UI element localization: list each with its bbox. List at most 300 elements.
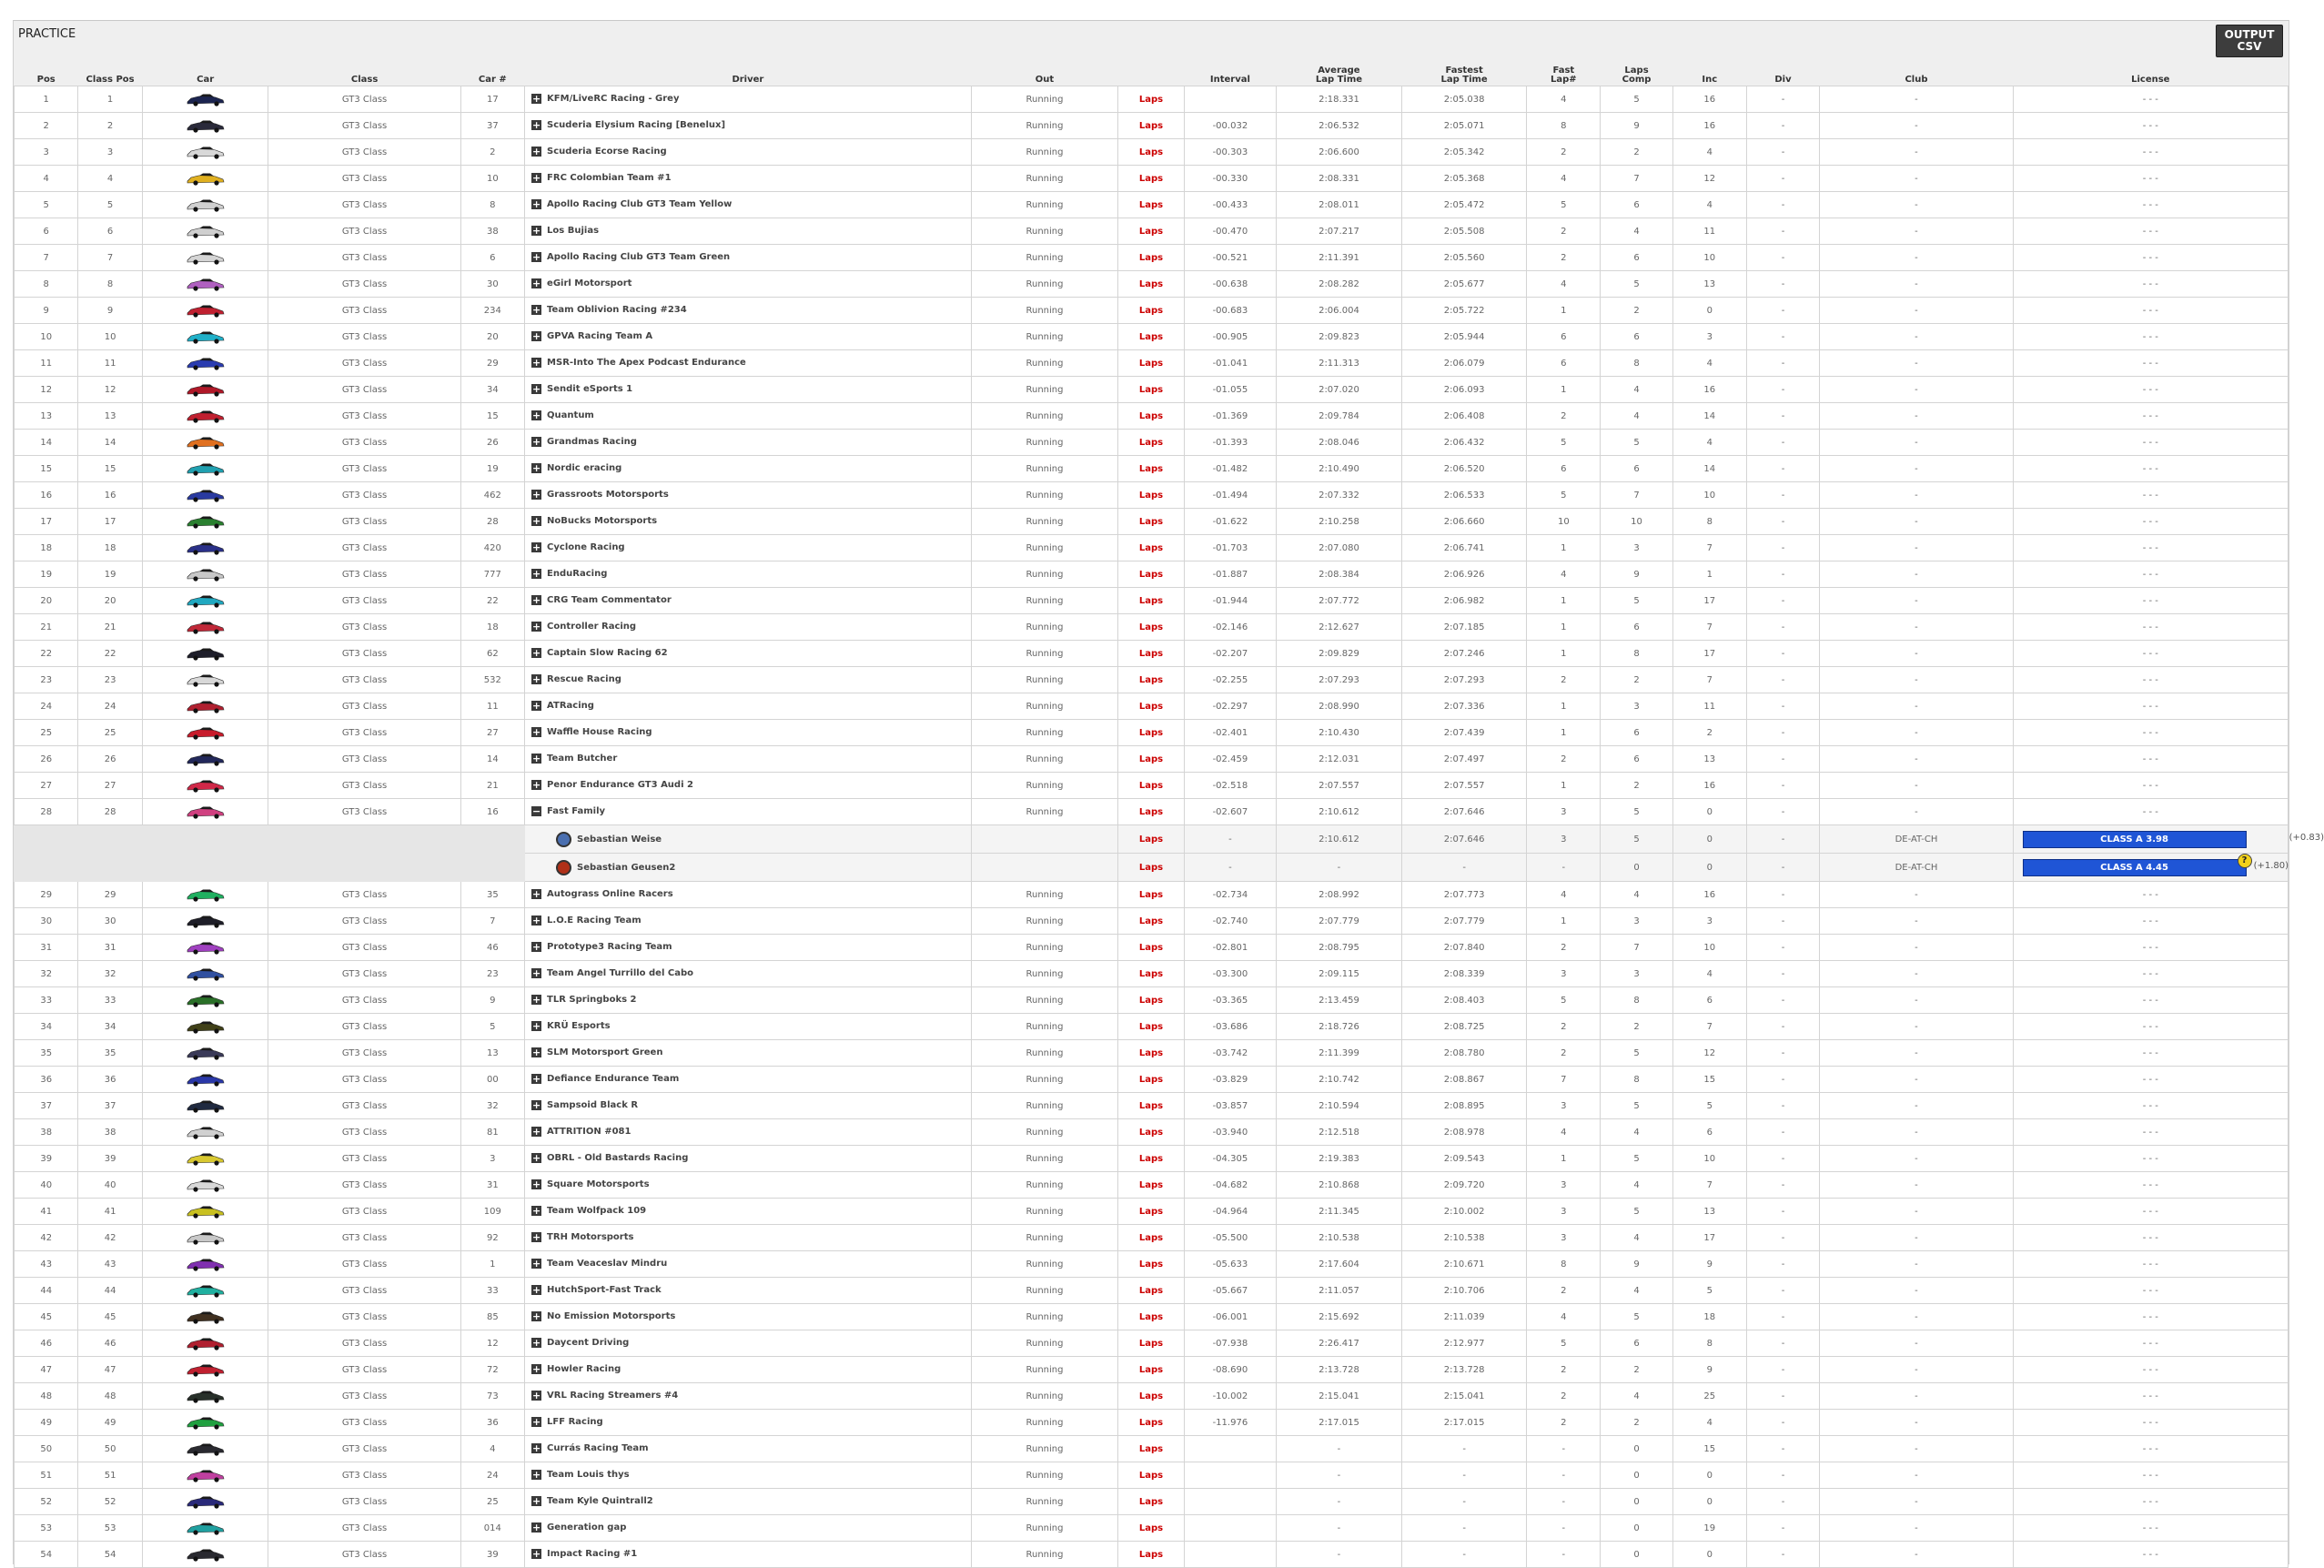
expand-icon[interactable]: + (531, 330, 541, 343)
out-cell: Running (971, 799, 1117, 825)
avg-lap-cell: 2:10.430 (1277, 720, 1402, 746)
expand-icon[interactable]: + (531, 225, 541, 238)
team-name-link[interactable]: Sendit eSports 1 (547, 384, 633, 395)
laps-link[interactable]: Laps (1118, 1251, 1184, 1278)
interval-cell: -02.459 (1184, 746, 1276, 773)
expand-icon[interactable]: + (531, 726, 541, 739)
interval-cell: -02.518 (1184, 773, 1276, 799)
team-name-link[interactable]: Defiance Endurance Team (547, 1074, 680, 1085)
team-name-link[interactable]: Impact Racing #1 (547, 1549, 638, 1560)
laps-link[interactable]: Laps (1118, 1304, 1184, 1330)
out-cell: Running (971, 987, 1117, 1014)
laps-link[interactable]: Laps (1118, 166, 1184, 192)
laps-link[interactable]: Laps (1118, 482, 1184, 509)
license-cell: - - - (2013, 1067, 2288, 1093)
laps-link[interactable]: Laps (1118, 1146, 1184, 1172)
fast-lap-cell: 2:10.538 (1401, 1225, 1527, 1251)
laps-link[interactable]: Laps (1118, 773, 1184, 799)
laps-link[interactable]: Laps (1118, 1410, 1184, 1436)
class-pos-cell: 53 (78, 1515, 142, 1542)
col-car-header[interactable]: Car (142, 61, 268, 86)
laps-link[interactable]: Laps (1118, 1119, 1184, 1146)
expand-icon[interactable]: + (531, 1390, 541, 1402)
team-name-link[interactable]: Scuderia Ecorse Racing (547, 147, 667, 157)
interval-cell: -04.964 (1184, 1199, 1276, 1225)
expand-icon[interactable]: + (531, 1495, 541, 1508)
laps-link[interactable]: Laps (1118, 882, 1184, 908)
laps-comp-cell: 5 (1601, 86, 1673, 113)
class-pos-cell: 21 (78, 614, 142, 641)
output-csv-button[interactable]: OUTPUT CSV (2216, 25, 2283, 57)
expand-icon[interactable]: + (531, 93, 541, 106)
car-livery-icon (186, 356, 226, 370)
class-pos-cell: 27 (78, 773, 142, 799)
team-name-link[interactable]: Fast Family (547, 806, 606, 817)
laps-link[interactable]: Laps (1118, 588, 1184, 614)
laps-link[interactable]: Laps (1118, 720, 1184, 746)
team-name-link[interactable]: Team Wolfpack 109 (547, 1206, 647, 1217)
car-livery-icon (186, 488, 226, 502)
expand-icon[interactable]: + (531, 1231, 541, 1244)
team-name-link[interactable]: Team Angel Turrillo del Cabo (547, 968, 693, 979)
fast-lap-num-cell: 5 (1527, 430, 1601, 456)
table-row (15, 1067, 2289, 1093)
team-name-link[interactable]: Sampsoid Black R (547, 1100, 639, 1111)
team-name-link[interactable]: Controller Racing (547, 622, 637, 632)
inc-cell: 10 (1672, 935, 1746, 961)
expand-icon[interactable]: + (531, 1126, 541, 1138)
interval-cell: - (1184, 854, 1276, 882)
team-name-link[interactable]: Waffle House Racing (547, 727, 652, 738)
team-name-link[interactable]: Prototype3 Racing Team (547, 942, 672, 953)
license-cell: - - - (2013, 166, 2288, 192)
expand-icon[interactable]: + (531, 1258, 541, 1270)
driver-cell (525, 456, 972, 482)
avg-lap-cell: 2:11.345 (1277, 1199, 1402, 1225)
team-name-link[interactable]: HutchSport-Fast Track (547, 1285, 662, 1296)
laps-comp-cell: 0 (1601, 1436, 1673, 1462)
team-name-link[interactable]: Team Louis thys (547, 1470, 630, 1481)
laps-link[interactable]: Laps (1118, 271, 1184, 298)
out-cell: Running (971, 403, 1117, 430)
fast-lap-num-cell: 2 (1527, 403, 1601, 430)
laps-link[interactable]: Laps (1118, 799, 1184, 825)
class-pos-cell: 29 (78, 882, 142, 908)
car-livery-icon (186, 593, 226, 608)
fast-lap-num-cell: 1 (1527, 377, 1601, 403)
out-cell: Running (971, 245, 1117, 271)
team-name-link[interactable]: Grassroots Motorsports (547, 490, 669, 501)
interval-cell: -01.041 (1184, 350, 1276, 377)
team-name-link[interactable]: TRH Motorsports (547, 1232, 634, 1243)
license-cell: - - - (2013, 1304, 2288, 1330)
team-name-link[interactable]: Currás Racing Team (547, 1443, 649, 1454)
license-cell: - - - (2013, 667, 2288, 693)
team-name-link[interactable]: SLM Motorsport Green (547, 1047, 663, 1058)
col-inc-header[interactable]: Inc (1672, 61, 1746, 86)
laps-link[interactable]: Laps (1118, 298, 1184, 324)
col-out-header[interactable]: Out (971, 61, 1117, 86)
out-cell: Running (971, 641, 1117, 667)
expand-icon[interactable]: + (531, 1442, 541, 1455)
laps-link[interactable]: Laps (1118, 746, 1184, 773)
pos-cell: 26 (15, 746, 78, 773)
club-cell: - (1820, 799, 2013, 825)
inc-cell: 0 (1672, 1462, 1746, 1489)
team-name-link[interactable]: Generation gap (547, 1522, 627, 1533)
expand-icon[interactable]: + (531, 1020, 541, 1033)
expand-icon[interactable]: + (531, 304, 541, 317)
team-name-link[interactable]: NoBucks Motorsports (547, 516, 658, 527)
team-name-link[interactable]: Team Kyle Quintrall2 (547, 1496, 653, 1507)
team-name-link[interactable]: EnduRacing (547, 569, 608, 580)
expand-icon[interactable]: + (531, 594, 541, 607)
driver-cell (525, 667, 972, 693)
fast-lap-num-cell: - (1527, 1515, 1601, 1542)
license-cell: - - - (2013, 561, 2288, 588)
expand-icon[interactable]: + (531, 621, 541, 633)
pos-cell: 34 (15, 1014, 78, 1040)
laps-link[interactable]: Laps (1118, 561, 1184, 588)
laps-link[interactable]: Laps (1118, 324, 1184, 350)
expand-icon[interactable]: + (531, 994, 541, 1007)
col-avg-lap-header[interactable]: Average Lap Time (1277, 61, 1402, 86)
class-cell: GT3 Class (268, 882, 460, 908)
team-name-link[interactable]: KRÜ Esports (547, 1021, 611, 1032)
team-name-link[interactable]: Daycent Driving (547, 1338, 630, 1349)
expand-icon[interactable]: + (531, 383, 541, 396)
col-interval-header[interactable]: Interval (1184, 61, 1276, 86)
team-name-link[interactable]: Cyclone Racing (547, 542, 625, 553)
fast-lap-num-cell: 2 (1527, 1040, 1601, 1067)
team-name-link[interactable]: Scuderia Elysium Racing [Benelux] (547, 120, 726, 131)
team-name-link[interactable]: FRC Colombian Team #1 (547, 173, 672, 184)
table-row (15, 1146, 2289, 1172)
laps-comp-cell: 5 (1601, 1199, 1673, 1225)
driver-name-link[interactable]: Sebastian Weise (577, 834, 662, 845)
avg-lap-cell: 2:12.031 (1277, 746, 1402, 773)
expand-icon[interactable]: + (531, 1284, 541, 1297)
div-cell: - (1746, 245, 1820, 271)
avg-lap-cell: 2:08.992 (1277, 882, 1402, 908)
col-class-pos-header[interactable]: Class Pos (78, 61, 142, 86)
expand-icon[interactable]: + (531, 1047, 541, 1059)
team-name-link[interactable]: Apollo Racing Club GT3 Team Green (547, 252, 731, 263)
car-livery-icon (186, 1257, 226, 1271)
team-name-link[interactable]: Apollo Racing Club GT3 Team Yellow (547, 199, 733, 210)
car-livery-icon (186, 725, 226, 740)
club-cell: - (1820, 482, 2013, 509)
car-cell (142, 403, 268, 430)
expand-icon[interactable]: + (531, 779, 541, 792)
driver-cell (525, 139, 972, 166)
col-laps-comp-header[interactable]: Laps Comp (1601, 61, 1673, 86)
expand-icon[interactable]: + (531, 489, 541, 501)
laps-link[interactable]: Laps (1118, 1542, 1184, 1568)
expand-icon[interactable]: + (531, 1522, 541, 1534)
expand-icon[interactable]: + (531, 198, 541, 211)
fast-lap-cell: 2:09.720 (1401, 1172, 1527, 1199)
out-cell: Running (971, 350, 1117, 377)
club-cell: DE-AT-CH (1820, 854, 2013, 882)
fast-lap-cell: 2:05.722 (1401, 298, 1527, 324)
car-cell (142, 218, 268, 245)
team-name-link[interactable]: Team Butcher (547, 754, 618, 764)
team-name-link[interactable]: No Emission Motorsports (547, 1311, 676, 1322)
expand-icon[interactable]: + (531, 1073, 541, 1086)
helmet-icon (556, 860, 571, 875)
expand-icon[interactable]: + (531, 941, 541, 954)
expand-icon[interactable]: + (531, 1363, 541, 1376)
team-name-link[interactable]: VRL Racing Streamers #4 (547, 1391, 679, 1401)
session-title: PRACTICE (18, 27, 76, 41)
laps-link[interactable]: Laps (1118, 1014, 1184, 1040)
team-name-link[interactable]: Nordic eracing (547, 463, 622, 474)
class-cell: GT3 Class (268, 1278, 460, 1304)
laps-comp-cell: 3 (1601, 693, 1673, 720)
laps-link[interactable]: Laps (1118, 935, 1184, 961)
avg-lap-cell: 2:09.823 (1277, 324, 1402, 350)
license-badge[interactable] (2023, 831, 2247, 848)
team-name-link[interactable]: ATTRITION #081 (547, 1127, 632, 1138)
team-name-link[interactable]: Los Bujias (547, 226, 600, 237)
avg-lap-cell: 2:17.604 (1277, 1251, 1402, 1278)
col-div-header[interactable]: Div (1746, 61, 1820, 86)
laps-link[interactable]: Laps (1118, 1199, 1184, 1225)
pos-cell: 14 (15, 430, 78, 456)
laps-link[interactable]: Laps (1118, 693, 1184, 720)
col-fast-lap-num-header[interactable]: Fast Lap# (1527, 61, 1601, 86)
expand-icon[interactable]: + (531, 541, 541, 554)
expand-icon[interactable]: + (531, 1416, 541, 1429)
table-row (15, 1251, 2289, 1278)
help-icon[interactable]: ? (2238, 854, 2252, 868)
expand-icon[interactable]: + (531, 357, 541, 369)
laps-link[interactable]: Laps (1118, 192, 1184, 218)
col-pos-header[interactable]: Pos (15, 61, 78, 86)
laps-link[interactable]: Laps (1118, 456, 1184, 482)
collapse-icon[interactable]: − (531, 805, 541, 818)
class-pos-cell: 38 (78, 1119, 142, 1146)
avg-lap-cell: - (1277, 1542, 1402, 1568)
fast-lap-num-cell: 3 (1527, 1225, 1601, 1251)
laps-link[interactable]: Laps (1118, 139, 1184, 166)
avg-lap-cell: 2:09.829 (1277, 641, 1402, 667)
team-name-link[interactable]: Howler Racing (547, 1364, 621, 1375)
car-num-cell: 92 (460, 1225, 524, 1251)
laps-link[interactable]: Laps (1118, 218, 1184, 245)
car-cell (142, 773, 268, 799)
laps-link[interactable]: Laps (1118, 1489, 1184, 1515)
expand-icon[interactable]: + (531, 436, 541, 449)
license-badge[interactable] (2023, 855, 2248, 876)
laps-link[interactable]: Laps (1118, 1357, 1184, 1383)
expand-icon[interactable]: + (531, 462, 541, 475)
class-cell: GT3 Class (268, 271, 460, 298)
club-cell: - (1820, 535, 2013, 561)
laps-link[interactable]: Laps (1118, 1040, 1184, 1067)
class-cell: GT3 Class (268, 773, 460, 799)
team-name-link[interactable]: Captain Slow Racing 62 (547, 648, 668, 659)
laps-comp-cell: 2 (1601, 139, 1673, 166)
out-cell: Running (971, 1330, 1117, 1357)
expand-icon[interactable]: + (531, 1205, 541, 1218)
expand-icon[interactable]: + (531, 568, 541, 581)
avg-lap-cell: 2:10.742 (1277, 1067, 1402, 1093)
expand-icon[interactable]: + (531, 410, 541, 422)
expand-icon[interactable]: + (531, 1099, 541, 1112)
team-name-link[interactable]: Autograss Online Racers (547, 889, 673, 900)
laps-link[interactable]: Laps (1118, 1172, 1184, 1199)
col-club-header[interactable]: Club (1820, 61, 2013, 86)
team-name-link[interactable]: eGirl Motorsport (547, 278, 632, 289)
col-fast-lap-header[interactable]: Fastest Lap Time (1401, 61, 1527, 86)
expand-icon[interactable]: + (531, 753, 541, 765)
team-name-link[interactable]: GPVA Racing Team A (547, 331, 653, 342)
out-cell: Running (971, 1357, 1117, 1383)
club-cell: - (1820, 908, 2013, 935)
team-name-link[interactable]: LFF Racing (547, 1417, 603, 1428)
laps-link[interactable]: Laps (1118, 509, 1184, 535)
laps-link[interactable]: Laps (1118, 1515, 1184, 1542)
team-name-link[interactable]: OBRL - Old Bastards Racing (547, 1153, 689, 1164)
col-car-num-header[interactable]: Car # (460, 61, 524, 86)
laps-link[interactable]: Laps (1118, 987, 1184, 1014)
team-name-link[interactable]: KFM/LiveRC Racing - Grey (547, 94, 680, 105)
expand-icon[interactable]: + (531, 915, 541, 927)
avg-lap-cell: 2:09.115 (1277, 961, 1402, 987)
team-name-link[interactable]: Team Veaceslav Mindru (547, 1259, 668, 1270)
expand-icon[interactable]: + (531, 172, 541, 185)
fast-lap-cell: 2:07.497 (1401, 746, 1527, 773)
out-cell: Running (971, 1146, 1117, 1172)
laps-comp-cell: 9 (1601, 561, 1673, 588)
laps-link[interactable]: Laps (1118, 1067, 1184, 1093)
avg-lap-cell: - (1277, 854, 1402, 882)
expand-icon[interactable]: + (531, 146, 541, 158)
col-driver-header[interactable]: Driver (525, 61, 972, 86)
expand-icon[interactable]: + (531, 1337, 541, 1350)
car-num-cell: 8 (460, 192, 524, 218)
laps-link[interactable]: Laps (1118, 535, 1184, 561)
driver-cell (525, 1119, 972, 1146)
laps-link[interactable]: Laps (1118, 1278, 1184, 1304)
laps-link[interactable]: Laps (1118, 113, 1184, 139)
class-cell: GT3 Class (268, 1146, 460, 1172)
expand-icon[interactable]: + (531, 1469, 541, 1482)
laps-link[interactable]: Laps (1118, 1093, 1184, 1119)
car-cell (142, 641, 268, 667)
expand-icon[interactable]: + (531, 515, 541, 528)
club-cell: - (1820, 192, 2013, 218)
laps-link[interactable]: Laps (1118, 908, 1184, 935)
laps-link[interactable]: Laps (1118, 961, 1184, 987)
laps-link[interactable]: Laps (1118, 641, 1184, 667)
license-cell: - - - (2013, 1225, 2288, 1251)
class-pos-cell: 17 (78, 509, 142, 535)
col-license-header[interactable]: License (2013, 61, 2288, 86)
expand-icon[interactable]: + (531, 647, 541, 660)
team-name-link[interactable]: CRG Team Commentator (547, 595, 672, 606)
class-cell: GT3 Class (268, 298, 460, 324)
laps-link[interactable]: Laps (1118, 86, 1184, 113)
club-cell: - (1820, 113, 2013, 139)
expand-icon[interactable]: + (531, 251, 541, 264)
laps-link[interactable]: Laps (1118, 614, 1184, 641)
expand-icon[interactable]: + (531, 119, 541, 132)
team-name-link[interactable]: Team Oblivion Racing #234 (547, 305, 687, 316)
fast-lap-cell: 2:12.977 (1401, 1330, 1527, 1357)
laps-link[interactable]: Laps (1118, 403, 1184, 430)
expand-icon[interactable]: + (531, 1179, 541, 1191)
expand-icon[interactable]: + (531, 700, 541, 713)
laps-link[interactable]: Laps (1118, 245, 1184, 271)
laps-link[interactable]: Laps (1118, 667, 1184, 693)
table-row (15, 403, 2289, 430)
laps-link[interactable]: Laps (1118, 430, 1184, 456)
expand-icon[interactable]: + (531, 1548, 541, 1561)
club-cell: - (1820, 1462, 2013, 1489)
laps-link[interactable]: Laps (1118, 350, 1184, 377)
team-name-link[interactable]: MSR-Into The Apex Podcast Endurance (547, 358, 746, 369)
team-name-link[interactable]: ATRacing (547, 701, 594, 712)
car-num-cell: 37 (460, 113, 524, 139)
expand-icon[interactable]: + (531, 278, 541, 290)
laps-link[interactable]: Laps (1118, 825, 1184, 854)
driver-name-link[interactable]: Sebastian Geusen2 (577, 862, 676, 873)
col-class-header[interactable]: Class (268, 61, 460, 86)
laps-link[interactable]: Laps (1118, 1383, 1184, 1410)
car-cell (142, 1067, 268, 1093)
laps-link[interactable]: Laps (1118, 1330, 1184, 1357)
team-name-link[interactable]: Penor Endurance GT3 Audi 2 (547, 780, 693, 791)
fast-lap-cell: 2:05.368 (1401, 166, 1527, 192)
car-livery-icon (186, 673, 226, 687)
fast-lap-cell: - (1401, 1515, 1527, 1542)
interval-cell (1184, 1436, 1276, 1462)
laps-link[interactable]: Laps (1118, 854, 1184, 882)
expand-icon[interactable]: + (531, 673, 541, 686)
club-cell: - (1820, 166, 2013, 192)
team-name-link[interactable]: TLR Springboks 2 (547, 995, 637, 1006)
car-livery-icon (186, 1521, 226, 1535)
avg-lap-cell: 2:10.490 (1277, 456, 1402, 482)
team-name-link[interactable]: Rescue Racing (547, 674, 621, 685)
pos-cell: 2 (15, 113, 78, 139)
team-name-link[interactable]: Quantum (547, 410, 594, 421)
class-pos-cell: 37 (78, 1093, 142, 1119)
avg-lap-cell: 2:11.391 (1277, 245, 1402, 271)
class-pos-cell: 4 (78, 166, 142, 192)
laps-link[interactable]: Laps (1118, 1436, 1184, 1462)
expand-icon[interactable]: + (531, 1310, 541, 1323)
team-name-link[interactable]: Grandmas Racing (547, 437, 637, 448)
out-cell: Running (971, 1515, 1117, 1542)
car-num-cell: 1 (460, 1251, 524, 1278)
laps-link[interactable]: Laps (1118, 1225, 1184, 1251)
license-cell: - - - (2013, 324, 2288, 350)
expand-icon[interactable]: + (531, 967, 541, 980)
team-name-link[interactable]: Square Motorsports (547, 1179, 650, 1190)
expand-icon[interactable]: + (531, 1152, 541, 1165)
club-cell: - (1820, 667, 2013, 693)
out-cell: Running (971, 1093, 1117, 1119)
club-cell: - (1820, 1146, 2013, 1172)
team-name-link[interactable]: L.O.E Racing Team (547, 916, 642, 926)
laps-link[interactable]: Laps (1118, 1462, 1184, 1489)
expand-icon[interactable]: + (531, 888, 541, 901)
laps-link[interactable]: Laps (1118, 377, 1184, 403)
